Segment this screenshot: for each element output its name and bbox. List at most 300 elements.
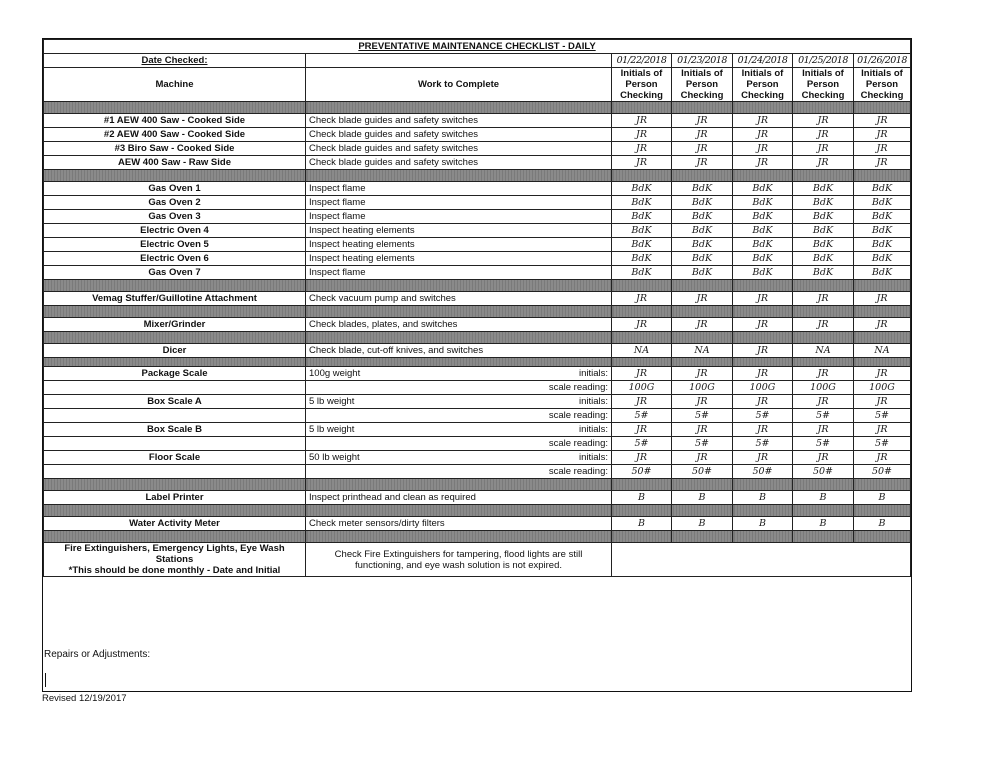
initials-header-line1: Initials of [861, 68, 903, 79]
initials-cell[interactable]: BdK [854, 266, 911, 280]
divider-cell [306, 505, 612, 517]
initials-cell[interactable]: JR [612, 423, 672, 437]
initials-cell[interactable]: JR [793, 142, 854, 156]
initials-cell[interactable]: BdK [733, 210, 793, 224]
initials-cell[interactable]: JR [854, 292, 911, 306]
initials-cell[interactable]: JR [733, 423, 793, 437]
divider-cell [306, 102, 612, 114]
initials-cell[interactable]: JR [733, 156, 793, 170]
divider-cell [793, 505, 854, 517]
initials-header-line3: Checking [801, 90, 845, 101]
divider-cell [793, 102, 854, 114]
machine-name: #1 AEW 400 Saw - Cooked Side [44, 114, 306, 128]
machine-name: Label Printer [44, 491, 306, 505]
initials-cell[interactable]: NA [854, 344, 911, 358]
initials-cell[interactable]: BdK [672, 238, 733, 252]
section-divider [44, 531, 911, 543]
initials-cell[interactable]: JR [793, 292, 854, 306]
task-row [44, 128, 911, 142]
work-description: Inspect heating elements [306, 252, 612, 266]
work-description: Inspect printhead and clean as required [306, 491, 612, 505]
scale-reading-cell[interactable]: 50# [612, 465, 672, 479]
initials-cell[interactable]: B [854, 491, 911, 505]
scale-reading-cell[interactable]: 100G [854, 381, 911, 395]
scale-reading-label: scale reading: [548, 466, 608, 477]
initials-cell[interactable]: BdK [612, 196, 672, 210]
date-checked-label: Date Checked: [44, 54, 306, 68]
initials-cell[interactable]: BdK [612, 182, 672, 196]
machine-name: Floor Scale [44, 451, 306, 465]
header-row [44, 68, 911, 102]
initials-cell[interactable]: JR [612, 318, 672, 332]
initials-cell[interactable]: BdK [672, 252, 733, 266]
initials-cell[interactable]: JR [612, 128, 672, 142]
section-divider [44, 358, 911, 367]
scale-initials-row [44, 395, 911, 409]
task-row [44, 196, 911, 210]
scale-reading-cell[interactable]: 100G [733, 381, 793, 395]
scale-initials-row [44, 451, 911, 465]
divider-cell [306, 280, 612, 292]
section-divider [44, 479, 911, 491]
date-cell[interactable]: 01/23/2018 [672, 54, 733, 68]
initials-cell[interactable]: BdK [733, 224, 793, 238]
divider-cell [612, 306, 672, 318]
initials-cell[interactable]: JR [793, 367, 854, 381]
initials-cell[interactable]: BdK [672, 224, 733, 238]
divider-cell [612, 332, 672, 344]
initials-cell[interactable]: NA [793, 344, 854, 358]
divider-cell [854, 358, 911, 367]
initials-cell[interactable]: JR [672, 142, 733, 156]
divider-cell [733, 332, 793, 344]
initials-cell[interactable]: JR [854, 318, 911, 332]
divider-cell [854, 280, 911, 292]
repairs-label: Repairs or Adjustments: [44, 649, 151, 660]
initials-cell[interactable]: JR [854, 128, 911, 142]
task-row [44, 210, 911, 224]
fire-line1: Fire Extinguishers, Emergency Lights, Eye Wash [64, 543, 285, 554]
fire-line2: Stations [155, 554, 194, 565]
fire-safety-row [44, 543, 911, 577]
divider-cell [672, 170, 733, 182]
work-header: Work to Complete [306, 68, 612, 102]
machine-name: Gas Oven 3 [44, 210, 306, 224]
divider-cell [672, 505, 733, 517]
initials-cell[interactable]: BdK [672, 210, 733, 224]
divider-cell [306, 479, 612, 491]
initials-cell[interactable]: NA [612, 344, 672, 358]
scale-initials-row [44, 423, 911, 437]
divider-cell [672, 479, 733, 491]
initials-cell[interactable]: JR [733, 114, 793, 128]
initials-header-line3: Checking [860, 90, 904, 101]
divider-cell [793, 332, 854, 344]
machine-name: AEW 400 Saw - Raw Side [44, 156, 306, 170]
machine-blank [44, 465, 306, 479]
initials-header [612, 68, 672, 102]
task-row [44, 156, 911, 170]
initials-cell[interactable]: B [793, 517, 854, 531]
initials-cell[interactable]: JR [733, 292, 793, 306]
initials-label: initials: [578, 424, 608, 435]
scale-reading-cell[interactable]: 5# [793, 409, 854, 423]
initials-cell[interactable]: JR [612, 114, 672, 128]
initials-cell[interactable]: BdK [793, 252, 854, 266]
initials-cell[interactable]: JR [793, 128, 854, 142]
divider-cell [612, 531, 672, 543]
initials-cell[interactable]: JR [612, 142, 672, 156]
initials-cell[interactable]: BdK [733, 266, 793, 280]
initials-cell[interactable]: JR [672, 395, 733, 409]
initials-cell[interactable]: JR [733, 395, 793, 409]
fire-safety-machine [44, 543, 306, 577]
initials-cell[interactable]: JR [854, 395, 911, 409]
divider-cell [854, 170, 911, 182]
divider-cell [612, 358, 672, 367]
date-cell[interactable]: 01/26/2018 [854, 54, 911, 68]
task-row [44, 252, 911, 266]
scale-reading-label: scale reading: [548, 410, 608, 421]
revised-date: Revised 12/19/2017 [42, 693, 127, 704]
divider-cell [672, 358, 733, 367]
fire-safety-work [306, 543, 612, 577]
initials-cell[interactable]: B [793, 491, 854, 505]
initials-cell[interactable]: BdK [854, 182, 911, 196]
work-description: Check meter sensors/dirty filters [306, 517, 612, 531]
machine-name: Box Scale A [44, 395, 306, 409]
initials-cell[interactable]: BdK [793, 196, 854, 210]
divider-cell [733, 102, 793, 114]
divider-cell [733, 170, 793, 182]
initials-cell[interactable]: BdK [854, 224, 911, 238]
initials-cell[interactable]: JR [612, 395, 672, 409]
divider-cell [733, 479, 793, 491]
initials-cell[interactable]: JR [612, 367, 672, 381]
divider-cell [672, 102, 733, 114]
divider-cell [306, 306, 612, 318]
divider-cell [854, 332, 911, 344]
divider-cell [44, 306, 306, 318]
scale-reading-row [44, 381, 911, 395]
fire-date-initial-cell[interactable] [612, 543, 911, 577]
divider-cell [793, 531, 854, 543]
work-description: Check blades, plates, and switches [306, 318, 612, 332]
section-divider [44, 170, 911, 182]
initials-cell[interactable]: JR [854, 451, 911, 465]
initials-label: initials: [578, 368, 608, 379]
initials-cell[interactable]: NA [672, 344, 733, 358]
checklist-body [44, 40, 911, 577]
task-row [44, 318, 911, 332]
machine-name: Electric Oven 5 [44, 238, 306, 252]
initials-cell[interactable]: JR [672, 156, 733, 170]
date-cell[interactable]: 01/25/2018 [793, 54, 854, 68]
initials-cell[interactable]: JR [793, 423, 854, 437]
initials-cell[interactable]: BdK [793, 224, 854, 238]
initials-header [733, 68, 793, 102]
initials-cell[interactable]: BdK [612, 266, 672, 280]
initials-cell[interactable]: BdK [733, 182, 793, 196]
divider-cell [733, 306, 793, 318]
initials-cell[interactable]: JR [733, 367, 793, 381]
machine-name: Dicer [44, 344, 306, 358]
scale-reading-cell[interactable]: 5# [733, 409, 793, 423]
divider-cell [854, 306, 911, 318]
task-row [44, 517, 911, 531]
machine-name: Gas Oven 1 [44, 182, 306, 196]
scale-reading-cell[interactable]: 50# [733, 465, 793, 479]
initials-cell[interactable]: JR [854, 156, 911, 170]
initials-cell[interactable]: BdK [793, 182, 854, 196]
initials-cell[interactable]: BdK [733, 196, 793, 210]
scale-reading-cell[interactable]: 50# [672, 465, 733, 479]
date-row [44, 54, 911, 68]
divider-cell [793, 479, 854, 491]
divider-cell [306, 358, 612, 367]
initials-cell[interactable]: JR [672, 292, 733, 306]
scale-reading-cell[interactable]: 5# [733, 437, 793, 451]
machine-name: Gas Oven 2 [44, 196, 306, 210]
scale-reading-cell[interactable]: 100G [612, 381, 672, 395]
machine-name: Box Scale B [44, 423, 306, 437]
divider-cell [44, 170, 306, 182]
initials-header-line2: Person [865, 79, 899, 90]
initials-cell[interactable]: JR [793, 451, 854, 465]
divider-cell [44, 280, 306, 292]
divider-cell [612, 280, 672, 292]
scale-reading-cell[interactable]: 100G [793, 381, 854, 395]
divider-cell [793, 280, 854, 292]
divider-cell [854, 479, 911, 491]
divider-cell [672, 280, 733, 292]
initials-cell[interactable]: JR [672, 318, 733, 332]
initials-cell[interactable]: B [733, 517, 793, 531]
section-divider [44, 306, 911, 318]
initials-cell[interactable]: JR [854, 114, 911, 128]
initials-cell[interactable]: B [854, 517, 911, 531]
initials-label: initials: [578, 396, 608, 407]
divider-cell [672, 332, 733, 344]
initials-cell[interactable]: BdK [612, 252, 672, 266]
initials-cell[interactable]: BdK [854, 196, 911, 210]
scale-reading-cell[interactable]: 5# [793, 437, 854, 451]
initials-cell[interactable]: BdK [854, 210, 911, 224]
work-description: Check vacuum pump and switches [306, 292, 612, 306]
work-description: Check blade, cut-off knives, and switches [306, 344, 612, 358]
divider-cell [44, 102, 306, 114]
scale-reading-cell[interactable]: 50# [854, 465, 911, 479]
initials-cell[interactable]: JR [672, 114, 733, 128]
initials-cell[interactable]: BdK [733, 252, 793, 266]
initials-cell[interactable]: BdK [733, 238, 793, 252]
fire-work-line1: Check Fire Extinguishers for tampering, flood lights are still [334, 548, 583, 560]
work-description: Inspect flame [306, 210, 612, 224]
page-title: PREVENTATIVE MAINTENANCE CHECKLIST - DAILY [44, 40, 911, 54]
initials-cell[interactable]: BdK [612, 238, 672, 252]
initials-header-line3: Checking [620, 90, 663, 101]
machine-name: Gas Oven 7 [44, 266, 306, 280]
scale-reading-cell[interactable]: 5# [612, 437, 672, 451]
initials-cell[interactable]: BdK [793, 238, 854, 252]
section-divider [44, 102, 911, 114]
work-description [306, 381, 612, 395]
initials-cell[interactable]: BdK [672, 182, 733, 196]
initials-header-line2: Person [746, 79, 779, 90]
initials-cell[interactable]: JR [612, 156, 672, 170]
work-description: Check blade guides and safety switches [306, 128, 612, 142]
initials-cell[interactable]: JR [733, 344, 793, 358]
checklist-table [43, 39, 911, 577]
scale-reading-cell[interactable]: 100G [672, 381, 733, 395]
scale-reading-cell[interactable]: 5# [672, 437, 733, 451]
initials-header [672, 68, 733, 102]
task-row [44, 266, 911, 280]
task-row [44, 114, 911, 128]
initials-cell[interactable]: JR [854, 423, 911, 437]
machine-name: #2 AEW 400 Saw - Cooked Side [44, 128, 306, 142]
initials-cell[interactable]: B [672, 517, 733, 531]
scale-reading-cell[interactable]: 50# [793, 465, 854, 479]
work-description: Inspect heating elements [306, 224, 612, 238]
task-row [44, 238, 911, 252]
scale-reading-row [44, 409, 911, 423]
initials-header-line1: Initials of [741, 68, 784, 79]
work-description: Inspect flame [306, 196, 612, 210]
machine-blank [44, 409, 306, 423]
initials-cell[interactable]: JR [612, 451, 672, 465]
divider-cell [854, 505, 911, 517]
initials-cell[interactable]: BdK [854, 238, 911, 252]
initials-cell[interactable]: BdK [672, 266, 733, 280]
task-row [44, 491, 911, 505]
machine-name: Package Scale [44, 367, 306, 381]
initials-cell[interactable]: JR [733, 128, 793, 142]
initials-cell[interactable]: BdK [612, 210, 672, 224]
initials-cell[interactable]: JR [672, 128, 733, 142]
task-row [44, 292, 911, 306]
date-blank-cell [306, 54, 612, 68]
work-description: Check blade guides and safety switches [306, 156, 612, 170]
initials-header-line1: Initials of [802, 68, 844, 79]
section-divider [44, 332, 911, 344]
initials-cell[interactable]: B [733, 491, 793, 505]
divider-cell [612, 170, 672, 182]
initials-header [793, 68, 854, 102]
divider-cell [854, 531, 911, 543]
divider-cell [672, 306, 733, 318]
initials-header-line3: Checking [741, 90, 784, 101]
divider-cell [854, 102, 911, 114]
scale-reading-cell[interactable]: 5# [612, 409, 672, 423]
scale-reading-label: scale reading: [548, 438, 608, 449]
machine-name: Water Activity Meter [44, 517, 306, 531]
initials-cell[interactable]: JR [793, 395, 854, 409]
initials-header-line3: Checking [680, 90, 724, 101]
initials-cell[interactable]: JR [612, 292, 672, 306]
initials-cell[interactable]: JR [793, 156, 854, 170]
date-cell[interactable]: 01/24/2018 [733, 54, 793, 68]
initials-header-line2: Person [685, 79, 719, 90]
divider-cell [612, 505, 672, 517]
fire-work-line2: functioning, and eye wash solution is not expired. [354, 559, 563, 571]
task-row [44, 224, 911, 238]
initials-cell[interactable]: B [612, 517, 672, 531]
work-description [306, 409, 612, 423]
divider-cell [306, 332, 612, 344]
scale-reading-cell[interactable]: 5# [854, 409, 911, 423]
initials-cell[interactable]: BdK [612, 224, 672, 238]
initials-cell[interactable]: BdK [793, 210, 854, 224]
initials-cell[interactable]: JR [733, 451, 793, 465]
scale-initials-row [44, 367, 911, 381]
scale-reading-cell[interactable]: 5# [854, 437, 911, 451]
initials-cell[interactable]: BdK [672, 196, 733, 210]
initials-cell[interactable]: B [612, 491, 672, 505]
initials-cell[interactable]: JR [733, 142, 793, 156]
initials-cell[interactable]: JR [854, 142, 911, 156]
initials-cell[interactable]: JR [733, 318, 793, 332]
divider-cell [733, 358, 793, 367]
divider-cell [612, 102, 672, 114]
divider-cell [44, 531, 306, 543]
machine-name: #3 Biro Saw - Cooked Side [44, 142, 306, 156]
work-description: Check blade guides and safety switches [306, 142, 612, 156]
divider-cell [44, 358, 306, 367]
initials-cell[interactable]: B [672, 491, 733, 505]
initials-cell[interactable]: JR [793, 318, 854, 332]
divider-cell [793, 358, 854, 367]
initials-cell[interactable]: BdK [854, 252, 911, 266]
initials-cell[interactable]: JR [672, 423, 733, 437]
work-text: 50 lb weight [309, 452, 360, 463]
date-cell[interactable]: 01/22/2018 [612, 54, 672, 68]
work-text: 5 lb weight [309, 424, 355, 435]
work-description [306, 465, 612, 479]
divider-cell [44, 479, 306, 491]
initials-cell[interactable]: JR [672, 367, 733, 381]
fire-note: *This should be done monthly - Date and Initial [68, 565, 281, 576]
scale-reading-row [44, 465, 911, 479]
initials-header-line1: Initials of [681, 68, 723, 79]
machine-name: Electric Oven 6 [44, 252, 306, 266]
work-description: Inspect flame [306, 266, 612, 280]
machine-blank [44, 381, 306, 395]
initials-header-line2: Person [625, 79, 658, 90]
scale-reading-cell[interactable]: 5# [672, 409, 733, 423]
machine-header: Machine [44, 68, 306, 102]
work-description [306, 451, 612, 465]
initials-label: initials: [578, 452, 608, 463]
divider-cell [733, 531, 793, 543]
divider-cell [44, 332, 306, 344]
scale-reading-row [44, 437, 911, 451]
divider-cell [44, 505, 306, 517]
initials-cell[interactable]: JR [672, 451, 733, 465]
initials-cell[interactable]: JR [854, 367, 911, 381]
work-description [306, 423, 612, 437]
initials-cell[interactable]: BdK [793, 266, 854, 280]
work-text: 5 lb weight [309, 396, 355, 407]
machine-blank [44, 437, 306, 451]
task-row [44, 142, 911, 156]
initials-cell[interactable]: JR [793, 114, 854, 128]
initials-header-line2: Person [806, 79, 840, 90]
checklist-sheet [42, 38, 912, 692]
work-description [306, 395, 612, 409]
scale-reading-label: scale reading: [548, 382, 608, 393]
initials-header-line1: Initials of [620, 68, 663, 79]
